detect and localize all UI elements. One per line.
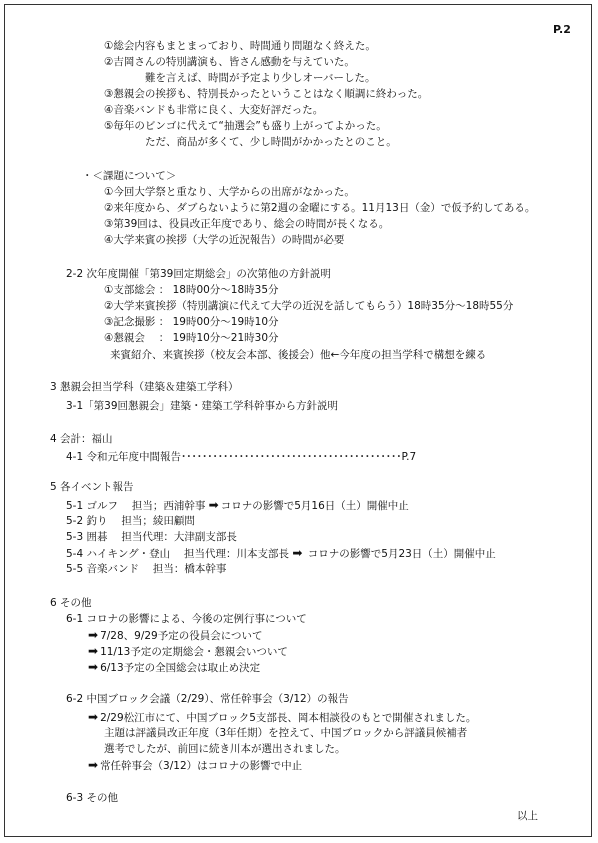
text-line: ③第39回は、役員改正年度であり、総会の時間が長くなる。 bbox=[104, 218, 390, 230]
list-item: 5-2 釣り 担当；綾田顧問 bbox=[66, 515, 195, 527]
text-line: ④懇親会 ： 19時10分～21時30分 bbox=[104, 332, 279, 344]
text-line: 主題は評議員改正年度（3年任期）を控えて、中国ブロックから評議員候補者 bbox=[104, 727, 468, 739]
right-arrow-icon: ➡ bbox=[88, 628, 99, 642]
section-heading: 6-3 その他 bbox=[66, 792, 118, 804]
text-line: ①支部総会 ： 18時00分～18時35分 bbox=[104, 284, 279, 296]
section-heading: 4 会計：福山 bbox=[50, 433, 113, 445]
text-line: ④音楽バンドも非常に良く、大変好評だった。 bbox=[104, 104, 324, 116]
list-item: ➡ 7/28、9/29予定の役員会について bbox=[88, 628, 263, 642]
text-line: 来賓紹介、来賓挨拶（校友会本部、後援会）他←今年度の担当学科で構想を練る bbox=[110, 349, 487, 361]
item-note: コロナの影響で5月23日（土）開催中止 bbox=[307, 548, 496, 560]
text-line: 4-1 令和元年度中間報告･･････････････････････････････････････････P.7 bbox=[66, 451, 417, 463]
text-line: ①総会内容もまとまっており、時間通り問題なく終えた。 bbox=[104, 40, 376, 52]
text-line: ③記念撮影 ： 19時00分～19時10分 bbox=[104, 316, 279, 328]
text-line: ③懇親会の挨拶も、特別長かったということはなく順調に終わった。 bbox=[104, 88, 429, 100]
list-item bbox=[66, 499, 409, 513]
list-item: 5-3 囲碁 担当代理：大津副支部長 bbox=[66, 531, 237, 543]
page-number: P.2 bbox=[553, 23, 571, 36]
text-line: 6-1 コロナの影響による、今後の定例行事について bbox=[66, 613, 307, 625]
right-arrow-icon: ➡ bbox=[88, 660, 99, 674]
list-item: ➡ 11/13予定の定期総会・懇親会いついて bbox=[88, 644, 288, 658]
list-item bbox=[66, 547, 496, 561]
list-item: ➡ 2/29松江市にて、中国ブロック5支部長、岡本相談役のもとで開催されました。 bbox=[88, 710, 477, 724]
section-heading: ・＜課題について＞ bbox=[82, 170, 177, 182]
right-arrow-icon: ➡ bbox=[208, 498, 219, 512]
right-arrow-icon: ➡ bbox=[292, 546, 303, 560]
section-heading: 6 その他 bbox=[50, 597, 92, 609]
text-line: ただ、商品が多くて、少し時間がかかったとのこと。 bbox=[145, 136, 397, 148]
text-line: 選考でしたが、前回に続き川本が選出されました。 bbox=[104, 743, 346, 755]
text-line: ②来年度から、ダブらないように第2週の金曜にする。11月13日（金）で仮予約してある。 bbox=[104, 202, 536, 214]
text-line: 難を言えば、時間が予定より少しオーバーした。 bbox=[145, 72, 376, 84]
section-heading: 6-2 中国ブロック会議（2/29）、常任幹事会（3/12）の報告 bbox=[66, 693, 349, 705]
item-note: コロナの影響で5月16日（土）開催中止 bbox=[220, 500, 409, 512]
right-arrow-icon: ➡ bbox=[88, 644, 99, 658]
item-label: 5-4 ハイキング・登山 担当代理：川本支部長 bbox=[66, 548, 290, 560]
text-line: ①今回大学祭と重なり、大学からの出席がなかった。 bbox=[104, 186, 355, 198]
item-label: 5-1 ゴルフ 担当；西浦幹事 bbox=[66, 500, 206, 512]
section-heading: 2-2 次年度開催「第39回定期総会」の次第他の方針説明 bbox=[66, 268, 331, 280]
text-line: ⑤毎年のビンゴに代えて“抽選会”も盛り上がってよかった。 bbox=[104, 120, 387, 132]
text-line: ②大学来賓挨拶（特別講演に代えて大学の近況を話してもらう）18時35分～18時55分 bbox=[104, 300, 514, 312]
list-item: 5-5 音楽バンド 担当：橋本幹事 bbox=[66, 563, 227, 575]
text-line: 3-1「第39回懇親会」建築・建築工学科幹事から方針説明 bbox=[66, 400, 339, 412]
list-item: ➡ 常任幹事会（3/12）はコロナの影響で中止 bbox=[88, 758, 303, 772]
right-arrow-icon: ➡ bbox=[88, 710, 99, 724]
right-arrow-icon: ➡ bbox=[88, 758, 99, 772]
section-heading: 5 各イベント報告 bbox=[50, 481, 134, 493]
text-line: ②吉岡さんの特別講演も、皆さん感動を与えていた。 bbox=[104, 56, 355, 68]
list-item: ➡ 6/13予定の全国総会は取止め決定 bbox=[88, 660, 261, 674]
closing-mark: 以上 bbox=[517, 810, 538, 822]
section-heading: 3 懇親会担当学科（建築＆建築工学科） bbox=[50, 381, 239, 393]
text-line: ④大学来賓の挨拶（大学の近況報告）の時間が必要 bbox=[104, 234, 345, 246]
